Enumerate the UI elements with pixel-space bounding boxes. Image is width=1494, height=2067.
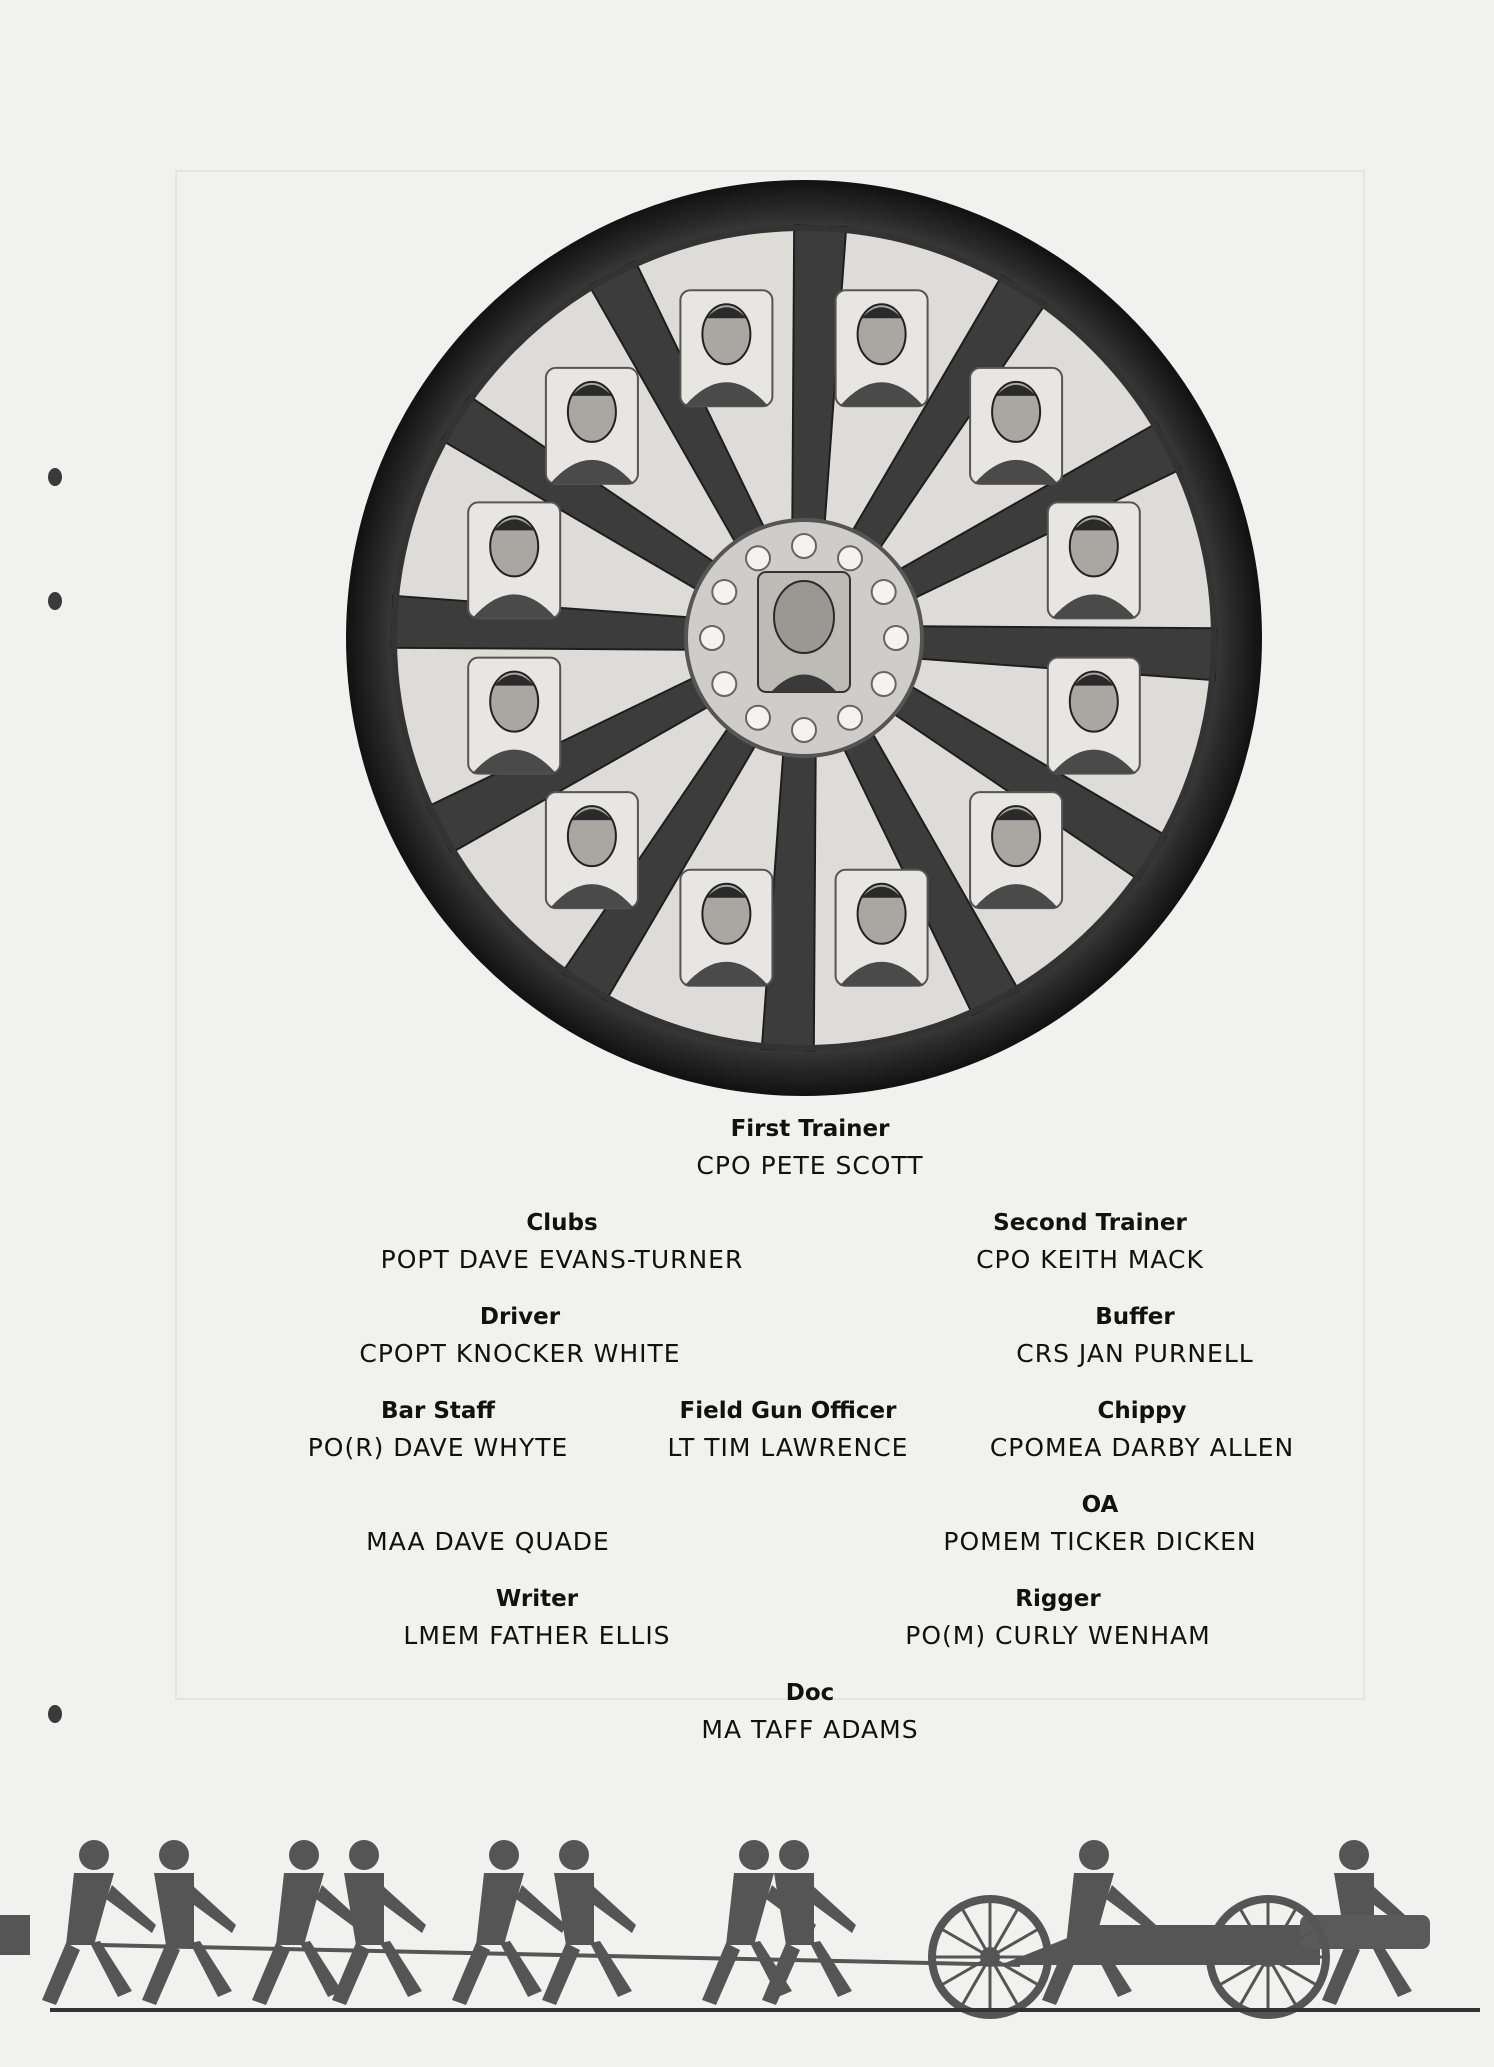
portrait-7: [680, 870, 772, 986]
role-label: Writer: [495, 1586, 579, 1612]
role-label: Rigger: [1015, 1586, 1101, 1612]
hub-bolt-hole: [872, 580, 896, 604]
entry-doc: [600, 1679, 1020, 1745]
crew-figure: [332, 1840, 426, 2005]
gun-limber-left: [0, 1915, 30, 1955]
punch-hole-middle: [48, 592, 62, 610]
crew-name: POPT DAVE EVANS-TURNER: [380, 1245, 744, 1274]
crew-name: MAA DAVE QUADE: [366, 1527, 610, 1556]
crew-name: POMEM TICKER DICKEN: [943, 1527, 1257, 1556]
role-label: Driver: [479, 1304, 561, 1330]
entry-oa: [890, 1491, 1310, 1557]
crew-name: CPOPT KNOCKER WHITE: [359, 1339, 681, 1368]
role-label: First Trainer: [730, 1116, 890, 1142]
crew-name: PO(R) DAVE WHYTE: [307, 1433, 569, 1462]
role-label: Doc: [785, 1680, 835, 1706]
role-label: Buffer: [1095, 1304, 1175, 1330]
gun-wheel: [932, 1899, 1048, 2015]
hub-bolt-hole: [838, 706, 862, 730]
entry-maa: [278, 1491, 698, 1557]
portrait-9: [468, 658, 560, 774]
entry-second-trainer: [880, 1209, 1300, 1275]
portrait-4: [1048, 658, 1140, 774]
punch-hole-bottom: [48, 1705, 62, 1723]
role-label: Bar Staff: [380, 1398, 496, 1424]
portrait-10: [468, 502, 560, 618]
portrait-1: [836, 290, 928, 406]
crew-figure: [142, 1840, 236, 2005]
entry-driver: [310, 1303, 730, 1369]
role-label: Field Gun Officer: [679, 1398, 897, 1424]
hub-bolt-hole: [792, 718, 816, 742]
entry-rigger: [848, 1585, 1268, 1651]
crew-figure: [762, 1840, 856, 2005]
crew-name: CRS JAN PURNELL: [1016, 1339, 1254, 1368]
portrait-2: [970, 368, 1062, 484]
crew-name: MA TAFF ADAMS: [701, 1715, 919, 1744]
entry-chippy: [932, 1397, 1352, 1463]
hub-bolt-hole: [872, 672, 896, 696]
hub-bolt-hole: [712, 672, 736, 696]
role-label: Second Trainer: [993, 1210, 1187, 1236]
crew-name: CPO PETE SCOTT: [696, 1151, 924, 1180]
crew-name: LT TIM LAWRENCE: [667, 1433, 909, 1462]
hub-bolt-hole: [838, 546, 862, 570]
role-label: Chippy: [1097, 1398, 1187, 1424]
punch-hole-top: [48, 468, 62, 486]
portrait-11: [546, 368, 638, 484]
portrait-3: [1048, 502, 1140, 618]
crew-name: LMEM FATHER ELLIS: [403, 1621, 671, 1650]
crew-figure: [1042, 1840, 1156, 2005]
entry-first-trainer: [600, 1115, 1020, 1181]
crew-wheel: [343, 177, 1265, 1099]
entry-clubs: [352, 1209, 772, 1275]
portrait-12: [680, 290, 772, 406]
frieze-baseline: [50, 2008, 1480, 2012]
entry-buffer: [925, 1303, 1345, 1369]
portrait-5: [970, 792, 1062, 908]
role-label: [278, 1491, 698, 1519]
crew-figure: [42, 1840, 156, 2005]
hub-bolt-hole: [746, 546, 770, 570]
role-label: OA: [1081, 1492, 1119, 1518]
hub-bolt-hole: [746, 706, 770, 730]
hub-bolt-hole: [700, 626, 724, 650]
crew-figure: [452, 1840, 566, 2005]
crew-name: CPO KEITH MACK: [976, 1245, 1204, 1274]
role-label: Clubs: [526, 1210, 598, 1236]
crew-name: CPOMEA DARBY ALLEN: [989, 1433, 1295, 1462]
portrait-8: [546, 792, 638, 908]
hub-bolt-hole: [712, 580, 736, 604]
portrait-6: [836, 870, 928, 986]
entry-writer: [327, 1585, 747, 1651]
hub-bolt-hole: [884, 626, 908, 650]
portrait-centre: [758, 572, 850, 692]
crew-name: PO(M) CURLY WENHAM: [905, 1621, 1211, 1650]
running-crew-figures: [42, 1840, 1416, 2005]
gun-wheel: [1210, 1899, 1326, 2015]
hub-bolt-hole: [792, 534, 816, 558]
